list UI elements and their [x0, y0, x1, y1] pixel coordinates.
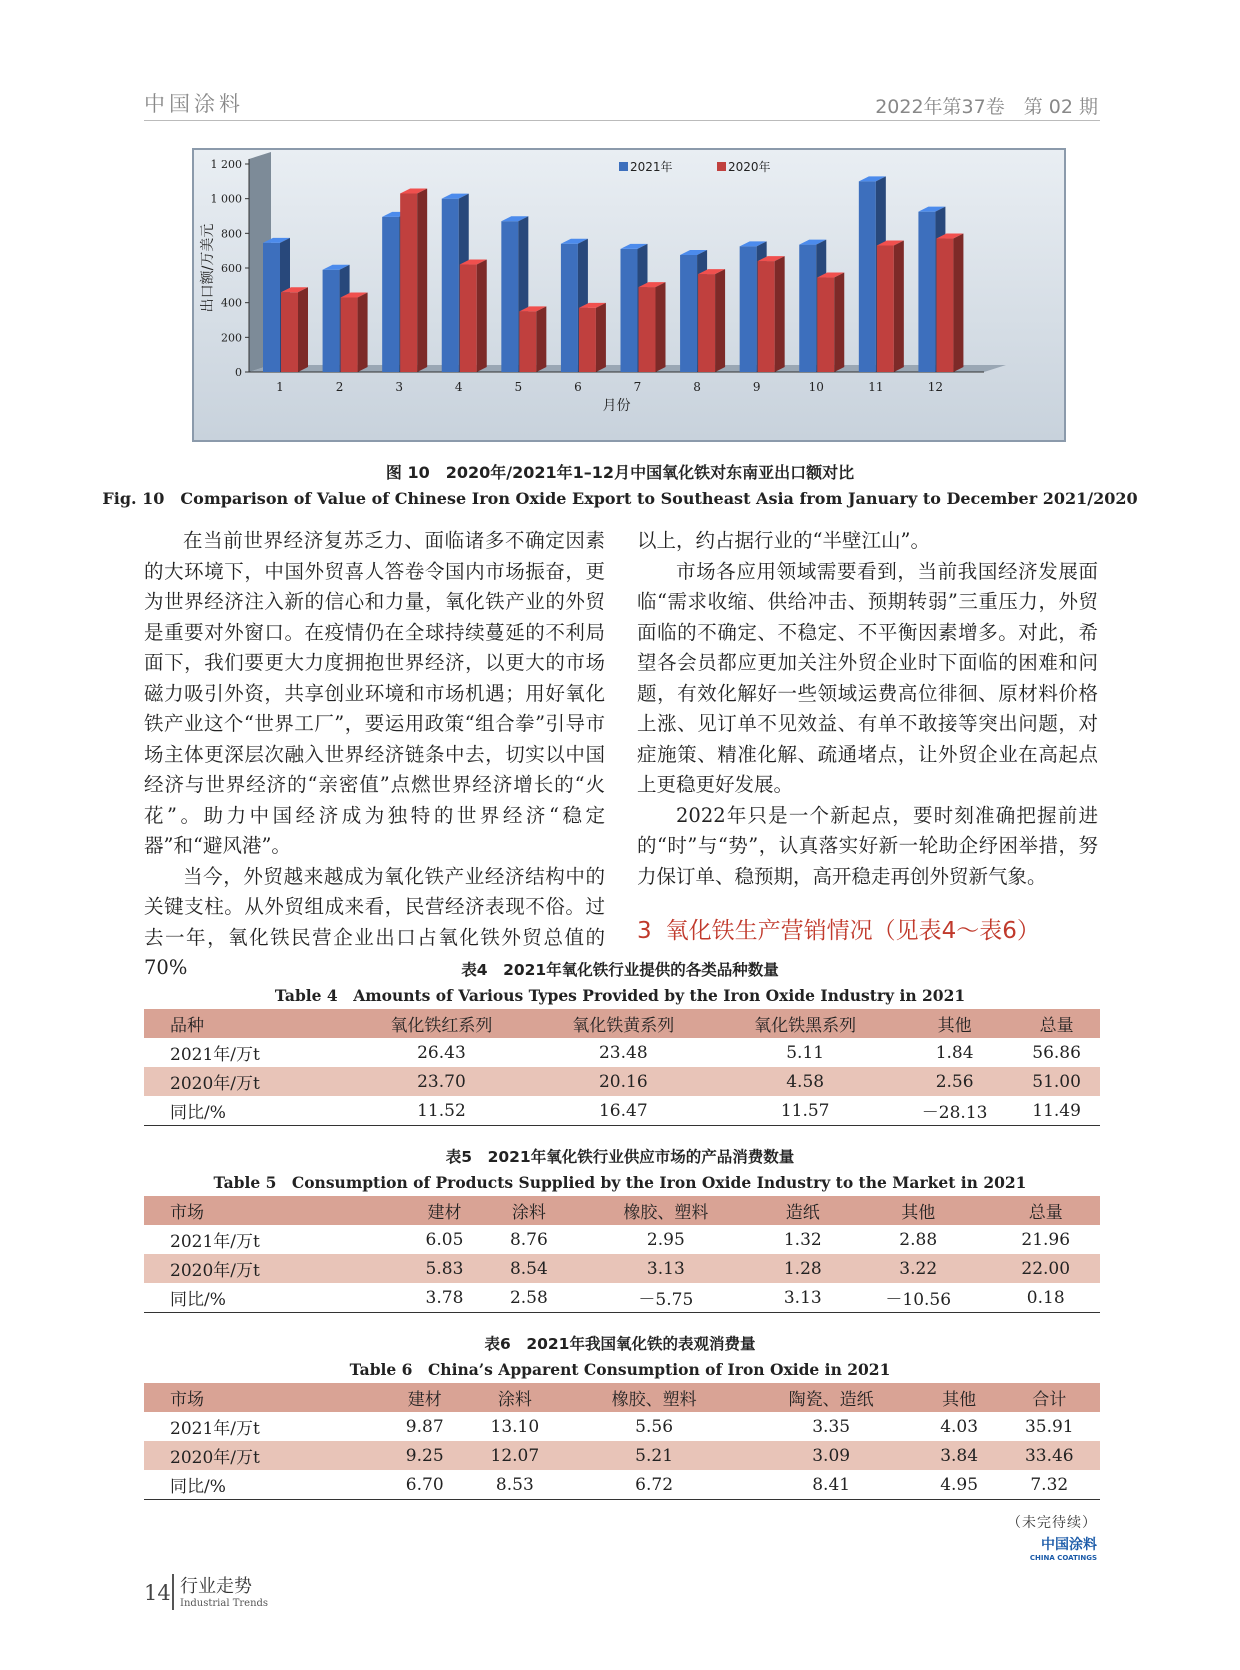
table-cell: 8.53: [464, 1470, 565, 1500]
x-tick-label: 12: [927, 380, 944, 394]
table6: [144, 1383, 1100, 1500]
bar-chart-figure: [192, 148, 1066, 442]
logo-text-en: CHINA COATINGS: [1029, 1554, 1097, 1562]
y-tick-label: 600: [221, 262, 242, 275]
legend-swatch: [619, 162, 628, 171]
table-header-cell: 造纸: [761, 1196, 845, 1225]
x-tick-label: 10: [808, 380, 824, 394]
table-cell: －10.56: [845, 1283, 991, 1313]
table-cell: 2021年/万t: [170, 1419, 260, 1439]
x-tick-label: 4: [454, 380, 463, 394]
section-number: 3: [637, 918, 652, 944]
y-tick-label: 800: [221, 227, 242, 241]
x-tick-label: 2: [335, 380, 344, 394]
table4-caption-zh: 表4 2021年氧化铁行业提供的各类品种数量: [461, 961, 779, 979]
y-tick-label: 1 200: [210, 158, 242, 171]
table-cell: 6.70: [385, 1470, 464, 1500]
table-cell: 3.35: [812, 1416, 851, 1437]
table-row: [144, 1283, 1100, 1313]
table-cell: 9.25: [385, 1441, 464, 1470]
logo-text-zh: 中国涂料: [1041, 1537, 1097, 1553]
table-cell: 3.22: [845, 1254, 991, 1283]
table-row: [144, 1096, 1100, 1126]
issue-info: 2022年第37卷 第 02 期: [875, 96, 1098, 118]
journal-name: 中国涂料: [144, 92, 244, 116]
table-cell: 2.95: [646, 1229, 685, 1250]
table-header-cell: 其他: [845, 1196, 991, 1225]
table-cell: 2.88: [899, 1229, 938, 1250]
table-cell: 12.07: [464, 1441, 565, 1470]
bar-side: [298, 287, 308, 372]
table-header-cell: 市场: [144, 1383, 385, 1412]
x-tick-label: 3: [395, 380, 403, 394]
y-tick-label: 1 000: [210, 192, 242, 206]
table-cell: 8.76: [509, 1229, 548, 1250]
table-header-cell: 建材: [402, 1196, 486, 1225]
table-cell: 35.91: [1024, 1416, 1074, 1437]
table-cell: 5.21: [566, 1441, 743, 1470]
table-cell: 6.72: [566, 1470, 743, 1500]
table-cell: 3.13: [571, 1254, 761, 1283]
x-tick-label: 11: [868, 380, 884, 394]
bar-2021: [442, 199, 459, 372]
table-cell: 16.47: [532, 1096, 714, 1126]
table-cell: 同比/%: [144, 1096, 351, 1126]
bar-2021: [918, 212, 935, 372]
bar-2020: [400, 193, 417, 372]
table4: [144, 1009, 1100, 1126]
table-cell: 2.58: [487, 1283, 571, 1313]
table-row: [144, 1470, 1100, 1500]
table-cell: 同比/%: [144, 1470, 385, 1500]
legend-label: 2020年: [728, 160, 771, 174]
table-header-cell: 陶瓷、造纸: [743, 1383, 920, 1412]
table-row: [144, 1067, 1100, 1096]
bar-side: [953, 234, 963, 372]
table5-caption-zh: 表5 2021年氧化铁行业供应市场的产品消费数量: [445, 1148, 795, 1166]
table-header-row: [144, 1196, 1100, 1225]
table-header-cell: 橡胶、塑料: [571, 1196, 761, 1225]
bar-2020: [460, 265, 477, 372]
table-row: [144, 1225, 1100, 1254]
table-header-cell: 涂料: [464, 1383, 565, 1412]
x-tick-label: 8: [693, 380, 701, 394]
bar-side: [656, 282, 666, 372]
table-header-cell: 氧化铁红系列: [351, 1009, 533, 1038]
header-rule: [144, 120, 1100, 121]
legend-swatch: [717, 162, 726, 171]
paragraph: 当今，外贸越来越成为氧化铁产业经济结构中的关键支柱。从外贸组成来看，民营经济表现不俗。过去一年，氧化铁民营企业出口占氧化铁外贸总值的70%: [144, 864, 605, 979]
table-cell: 8.54: [487, 1254, 571, 1283]
table-cell: 6.05: [425, 1229, 464, 1250]
y-tick-label: 200: [221, 331, 242, 345]
table-header-row: [144, 1009, 1100, 1038]
bar-2020: [639, 287, 656, 372]
table-cell: 2021年/万t: [170, 1045, 260, 1065]
table-header-cell: 合计: [999, 1383, 1100, 1412]
figure-caption-en: Fig. 10 Comparison of Value of Chinese Iron Oxide Export to Southeast Asia from January to December 2021/2020: [102, 489, 1138, 508]
table-header-cell: 涂料: [487, 1196, 571, 1225]
x-tick-label: 1: [276, 380, 284, 394]
table6-caption-en: Table 6 China’s Apparent Consumption of Iron Oxide in 2021: [349, 1360, 891, 1379]
table-cell: 5.56: [635, 1416, 674, 1437]
x-tick-label: 5: [514, 380, 523, 394]
bar-2020: [519, 311, 536, 372]
table-cell: 1.28: [761, 1254, 845, 1283]
table-cell: －5.75: [571, 1283, 761, 1313]
table4-caption-en: Table 4 Amounts of Various Types Provided by the Iron Oxide Industry in 2021: [274, 986, 966, 1005]
table-cell: 8.41: [743, 1470, 920, 1500]
bar-side: [417, 188, 427, 372]
table-header-cell: 橡胶、塑料: [566, 1383, 743, 1412]
figure-caption-zh: 图 10 2020年/2021年1–12月中国氧化铁对东南亚出口额对比: [385, 463, 855, 482]
bar-2020: [698, 274, 715, 372]
table-header-cell: 氧化铁黄系列: [532, 1009, 714, 1038]
table5: [144, 1196, 1100, 1313]
bar-side: [477, 260, 487, 372]
bar-2020: [817, 278, 834, 372]
table-cell: 26.43: [417, 1042, 466, 1063]
table-cell: 3.78: [402, 1283, 486, 1313]
table-cell: 同比/%: [144, 1283, 402, 1313]
table-cell: 0.18: [991, 1283, 1100, 1313]
bar-side: [834, 273, 844, 372]
table-header-cell: 品种: [144, 1009, 351, 1038]
bar-side: [894, 240, 904, 372]
table-cell: 33.46: [999, 1441, 1100, 1470]
table-cell: 23.70: [351, 1067, 533, 1096]
table-cell: －28.13: [896, 1096, 1013, 1126]
bar-2020: [758, 261, 775, 372]
table-row: [144, 1254, 1100, 1283]
bar-chart: [194, 150, 1064, 440]
footer-divider: [172, 1574, 174, 1610]
bar-2021: [859, 181, 876, 372]
text-column-right: [637, 526, 1098, 892]
table-cell: 20.16: [532, 1067, 714, 1096]
bar-2020: [281, 292, 298, 372]
bar-2021: [621, 249, 638, 372]
table-cell: 2.56: [896, 1067, 1013, 1096]
bar-2021: [799, 245, 816, 372]
table-cell: 21.96: [1021, 1229, 1071, 1250]
footer-section-en: Industrial Trends: [180, 1598, 269, 1609]
table-cell: 5.83: [402, 1254, 486, 1283]
bar-2021: [382, 217, 399, 372]
table-cell: 7.32: [999, 1470, 1100, 1500]
bar-side: [596, 303, 606, 372]
x-tick-label: 7: [633, 380, 642, 394]
table-row: [144, 1441, 1100, 1470]
table-header-cell: 总量: [991, 1196, 1100, 1225]
table-header-cell: 氧化铁黑系列: [714, 1009, 896, 1038]
table-header-cell: 其他: [896, 1009, 1013, 1038]
table-cell: 1.84: [935, 1042, 974, 1063]
table-cell: 4.03: [940, 1416, 979, 1437]
bar-2021: [323, 270, 340, 372]
table-cell: 56.86: [1032, 1042, 1081, 1063]
to-be-continued: （未完待续）: [1007, 1515, 1097, 1531]
bar-2021: [501, 221, 518, 372]
table6-caption-zh: 表6 2021年我国氧化铁的表观消费量: [484, 1335, 756, 1353]
y-tick-label: 400: [221, 296, 242, 310]
table-cell: 2021年/万t: [170, 1232, 260, 1252]
bar-2020: [341, 297, 358, 372]
x-axis-label: 月份: [602, 398, 631, 414]
bar-2021: [740, 246, 757, 372]
table-cell: 3.84: [920, 1441, 999, 1470]
table-cell: 2020年/万t: [144, 1441, 385, 1470]
table-cell: 5.11: [786, 1042, 825, 1063]
bar-2021: [680, 255, 697, 372]
paragraph: 市场各应用领域需要看到，当前我国经济发展面临“需求收缩、供给冲击、预期转弱”三重压力，外贸面临的不确定、不稳定、不平衡因素增多。对此，希望各会员都应更加关注外贸企业时下面临的困难和问题，有效化解好一些领域运费高位徘徊、原材料价格上涨、见订单不见效益、有单不敢接等突出问题，对症施策、精准化解、疏通堵点，让外贸企业在高起点上更稳更好发展。: [637, 559, 1098, 796]
table-header-cell: 总量: [1013, 1009, 1100, 1038]
paragraph: 以上，约占据行业的“半壁江山”。: [637, 529, 930, 552]
table5-caption-en: Table 5 Consumption of Products Supplied by the Iron Oxide Industry to the Market in 2021: [213, 1173, 1027, 1192]
table-cell: 11.52: [351, 1096, 533, 1126]
table-cell: 13.10: [490, 1416, 540, 1437]
bar-side: [358, 292, 368, 372]
y-axis-label: 出口额/万美元: [200, 223, 216, 313]
table-cell: 4.58: [714, 1067, 896, 1096]
table-header-cell: 建材: [385, 1383, 464, 1412]
table-row: [144, 1038, 1100, 1067]
footer-section-zh: 行业走势: [180, 1576, 252, 1597]
bar-2020: [877, 245, 894, 372]
journal-logo: [1030, 1534, 1097, 1562]
table-cell: 23.48: [598, 1042, 648, 1063]
paragraph: 2022年只是一个新起点，要时刻准确把握前进的“时”与“势”，认真落实好新一轮助企纾困举措，努力保订单、稳预期，高开稳走再创外贸新气象。: [637, 803, 1098, 888]
bar-2020: [936, 239, 953, 372]
bar-side: [536, 306, 546, 372]
table-header-row: [144, 1383, 1100, 1412]
table-cell: 3.09: [743, 1441, 920, 1470]
table-cell: 3.13: [761, 1283, 845, 1313]
bar-side: [775, 256, 785, 372]
table-cell: 11.49: [1013, 1096, 1100, 1126]
table-cell: 22.00: [991, 1254, 1100, 1283]
table-cell: 2020年/万t: [144, 1067, 351, 1096]
x-tick-label: 9: [752, 380, 761, 394]
x-tick-label: 6: [574, 380, 582, 394]
table-cell: 4.95: [920, 1470, 999, 1500]
section-heading: [637, 912, 1040, 945]
table-header-cell: 其他: [920, 1383, 999, 1412]
bar-2021: [561, 244, 578, 372]
text-column-left: [144, 526, 605, 984]
y-tick-label: 0: [235, 366, 242, 379]
table-cell: 51.00: [1013, 1067, 1100, 1096]
table-cell: 2020年/万t: [144, 1254, 402, 1283]
bar-2020: [579, 308, 596, 372]
table-row: [144, 1412, 1100, 1441]
page-number: 14: [144, 1581, 171, 1605]
table-cell: 9.87: [405, 1416, 444, 1437]
section-title: 氧化铁生产营销情况（见表4～表6）: [665, 918, 1040, 944]
legend-label: 2021年: [630, 160, 673, 174]
table-header-cell: 市场: [144, 1196, 402, 1225]
table-cell: 1.32: [783, 1229, 822, 1250]
paragraph: 在当前世界经济复苏乏力、面临诸多不确定因素的大环境下，中国外贸喜人答卷令国内市场振奋，更为世界经济注入新的信心和力量，氧化铁产业的外贸是重要对外窗口。在疫情仍在全球持续蔓延的不利局面下，我们要更大力度拥抱世界经济，以更大的市场磁力吸引外资，共享创业环境和市场机遇；用好氧化铁产业这个“世界工厂”，要运用政策“组合拳”引导市场主体更深层次融入世界经济链条中去，切实以中国经济与世界经济的“亲密值”点燃世界经济增长的“火花”。助力中国经济成为独特的世界经济“稳定器”和“避风港”。: [144, 529, 605, 857]
bar-side: [715, 269, 725, 372]
bar-2021: [263, 243, 280, 372]
table-cell: 11.57: [714, 1096, 896, 1126]
